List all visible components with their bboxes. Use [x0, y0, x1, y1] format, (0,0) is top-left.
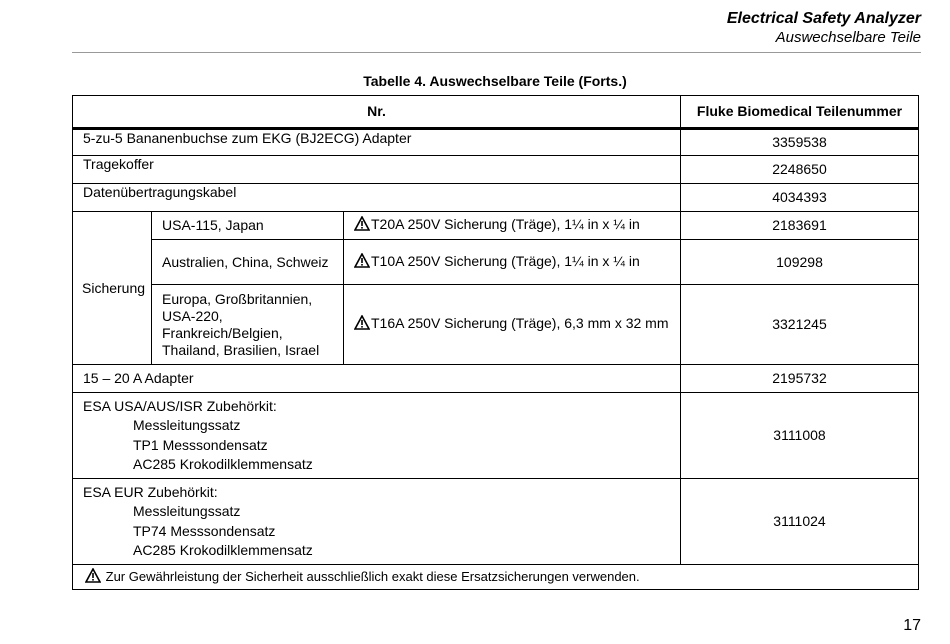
- table-row: [73, 365, 919, 393]
- part-number: 3111008: [681, 393, 919, 479]
- table-caption: Tabelle 4. Auswechselbare Teile (Forts.): [363, 73, 627, 89]
- fuse-desc-text: T16A 250V Sicherung (Träge), 6,3 mm x 32 mm: [371, 315, 669, 331]
- parts-table: [72, 95, 919, 590]
- fuse-region: USA-115, Japan: [152, 212, 344, 240]
- safety-note-text: Zur Gewährleistung der Sicherheit ausschließlich exakt diese Ersatzsicherungen verwenden.: [105, 568, 640, 584]
- part-number: 3321245: [681, 285, 919, 365]
- kit-item: TP1 Messsondensatz: [133, 436, 268, 453]
- col-header-part: Fluke Biomedical Teilenummer: [681, 96, 919, 129]
- note-row: [73, 565, 919, 590]
- fuse-desc-text: T20A 250V Sicherung (Träge), 1¼ in x ¼ in: [371, 216, 640, 232]
- col-header-nr: Nr.: [73, 96, 681, 129]
- page-number: 17: [903, 617, 921, 634]
- kit-item: AC285 Krokodilklemmensatz: [133, 456, 313, 472]
- part-number: 2195732: [681, 365, 919, 393]
- row-label: Tragekoffer: [73, 156, 681, 184]
- table-row: [73, 156, 919, 184]
- fuse-row: [73, 285, 919, 365]
- kit-cell: [73, 393, 681, 479]
- part-number: 2183691: [681, 212, 919, 240]
- row-label: 15 – 20 A Adapter: [73, 365, 681, 393]
- fuse-description: [344, 240, 681, 285]
- table-row: [73, 129, 919, 156]
- safety-note: [73, 565, 919, 590]
- part-number: 109298: [681, 240, 919, 285]
- part-number: 3359538: [681, 129, 919, 156]
- fuse-label: Sicherung: [73, 212, 152, 365]
- part-number: 3111024: [681, 479, 919, 565]
- kit-item: TP74 Messsondensatz: [133, 522, 276, 539]
- kit-item: Messleitungssatz: [133, 417, 241, 433]
- fuse-description: [344, 285, 681, 365]
- fuse-region: Europa, Großbritannien, USA-220, Frankreich/Belgien, Thailand, Brasilien, Israel: [152, 285, 344, 365]
- page-header: [727, 9, 921, 47]
- row-label: Datenübertragungskabel: [73, 184, 681, 212]
- kit-cell: [73, 479, 681, 565]
- header-subtitle: Auswechselbare Teile: [775, 29, 921, 46]
- kit-row: [73, 479, 919, 565]
- warning-triangle-icon: [354, 315, 370, 334]
- warning-triangle-icon: [354, 253, 370, 272]
- table-header-row: [73, 96, 919, 129]
- kit-title: ESA EUR Zubehörkit:: [83, 483, 218, 500]
- row-label: 5-zu-5 Bananenbuchse zum EKG (BJ2ECG) Adapter: [73, 129, 681, 156]
- fuse-region: Australien, China, Schweiz: [152, 240, 344, 285]
- fuse-row: [73, 212, 919, 240]
- header-rule: [72, 52, 921, 53]
- part-number: 2248650: [681, 156, 919, 184]
- fuse-desc-text: T10A 250V Sicherung (Träge), 1¼ in x ¼ in: [371, 252, 640, 269]
- table-row: [73, 184, 919, 212]
- kit-item: Messleitungssatz: [133, 503, 241, 519]
- kit-title: ESA USA/AUS/ISR Zubehörkit:: [83, 397, 277, 414]
- header-title: Electrical Safety Analyzer: [726, 10, 921, 27]
- warning-triangle-icon: [85, 568, 101, 587]
- part-number: 4034393: [681, 184, 919, 212]
- warning-triangle-icon: [354, 216, 370, 235]
- kit-row: [73, 393, 919, 479]
- fuse-description: [344, 212, 681, 240]
- kit-item: AC285 Krokodilklemmensatz: [133, 542, 313, 558]
- fuse-row: [73, 240, 919, 285]
